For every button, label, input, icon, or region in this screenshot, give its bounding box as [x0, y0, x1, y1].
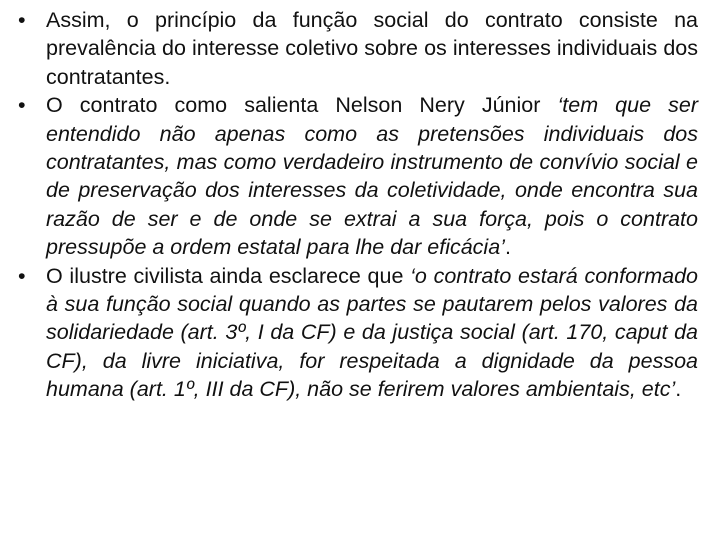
bullet-item [18, 6, 698, 91]
bullet-marker: • [18, 263, 26, 288]
bullet-marker: • [18, 8, 26, 32]
bullet-plain-text: O ilustre civilista ainda esclarece que [46, 263, 411, 288]
bullet-item [18, 262, 698, 404]
bullet-plain-text: O contrato como salienta Nelson Nery Júnior [46, 93, 558, 118]
bullet-marker: • [18, 93, 26, 118]
bullet-text [46, 264, 698, 402]
bullet-quote-text: ‘o contrato estará conformado à sua função social quando as partes se pautarem pelos valores da solidariedade (art. 3º, I da CF) e da justiça social (art. 170, caput da CF), da livre iniciativa, for respeitada a dignidade da pessoa humana (art. 1º, III da CF), não se ferirem valores ambientais, etc’ [46, 263, 698, 402]
bullet-list [18, 6, 698, 404]
bullet-item [18, 91, 698, 261]
bullet-tail-text: . [504, 235, 511, 260]
bullet-tail-text: . [675, 377, 682, 402]
bullet-quote-text: ‘tem que ser entendido não apenas como as pretensões individuais dos contratantes, mas como verdadeiro instrumento de convívio social e de preservação dos interesses da coletividade, onde encontra sua razão de ser e de onde se extrai a sua força, pois o contrato pressupõe a ordem estatal para lhe dar eficácia’ [46, 93, 698, 260]
bullet-text [46, 8, 698, 89]
bullet-plain-text: Assim, o princípio da função social do contrato consiste na prevalência do interesse coletivo sobre os interesses individuais dos contratantes. [46, 8, 698, 89]
bullet-text [46, 93, 698, 259]
